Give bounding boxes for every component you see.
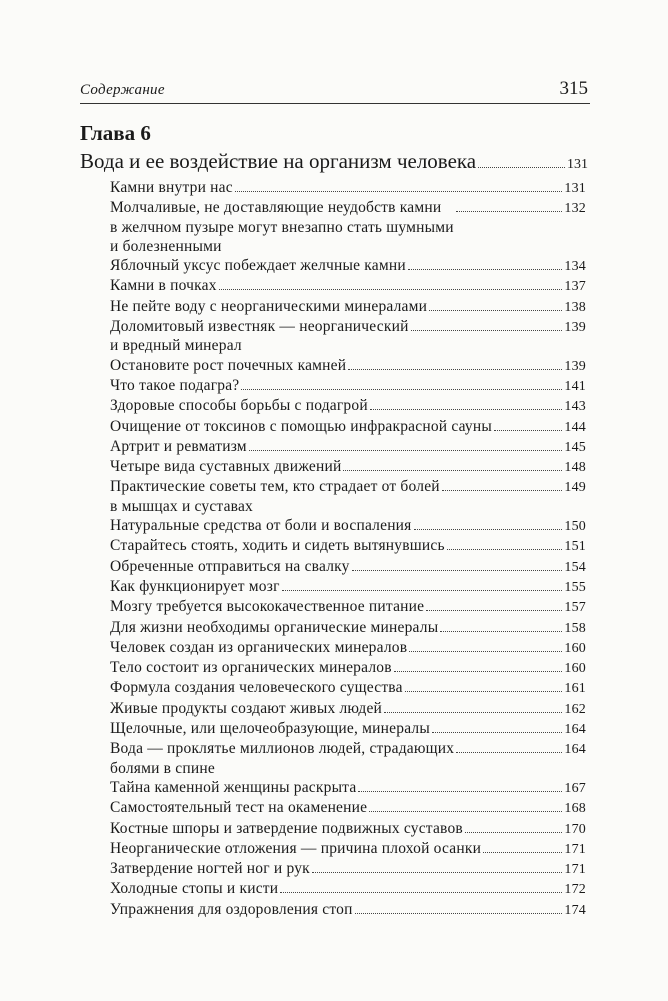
toc-entry-title: Тело состоит из органических минералов	[110, 659, 392, 677]
toc-entry[interactable]	[110, 557, 586, 577]
dot-leader	[282, 590, 563, 591]
toc-entry-page: 150	[564, 519, 586, 535]
toc-entry[interactable]	[110, 859, 586, 879]
toc-entry-title: Молчаливые, не доставляющие неудобств камни в желчном пузыре могут внезапно стать шумными и болезненными	[110, 199, 454, 255]
section-name: Содержание	[80, 82, 165, 98]
toc-entry[interactable]	[110, 739, 586, 778]
dot-leader	[411, 330, 563, 331]
dot-leader	[219, 289, 563, 290]
dot-leader	[414, 529, 563, 530]
toc-entry-page: 164	[564, 742, 586, 758]
toc-entry[interactable]	[110, 778, 586, 798]
toc-entry[interactable]	[110, 658, 586, 678]
toc-entry[interactable]	[110, 678, 586, 698]
toc-entry[interactable]	[110, 536, 586, 556]
toc-entry-title: Мозгу требуется высококачественное питание	[110, 598, 425, 616]
toc-entry-page: 168	[564, 801, 586, 817]
toc-entry-page: 134	[564, 259, 586, 275]
toc-entry-page: 151	[564, 539, 586, 555]
dot-leader	[440, 631, 562, 632]
toc-entry[interactable]	[110, 356, 586, 376]
toc-entry-title: Очищение от токсинов с помощью инфракрасной сауны	[110, 417, 492, 435]
dot-leader	[394, 671, 563, 672]
dot-leader	[478, 167, 565, 168]
toc-entry-page: 154	[564, 559, 586, 575]
toc-entry-page: 158	[564, 620, 586, 636]
dot-leader	[429, 310, 562, 311]
toc-entry[interactable]	[110, 719, 586, 739]
toc-entry[interactable]	[110, 577, 586, 597]
toc-entry[interactable]	[110, 798, 586, 818]
dot-leader	[442, 490, 563, 491]
toc-entry-page: 157	[564, 600, 586, 616]
toc-entry-title: Что такое подагра?	[110, 376, 240, 394]
dot-leader	[358, 791, 562, 792]
dot-leader	[384, 712, 562, 713]
toc-entry[interactable]	[110, 198, 586, 256]
toc-entry[interactable]	[110, 638, 586, 658]
toc-entry-page: 131	[564, 181, 586, 196]
toc-entry-page: 144	[564, 419, 586, 435]
dot-leader	[456, 752, 562, 753]
dot-leader	[312, 872, 563, 873]
toc-entry-page: 160	[564, 640, 586, 656]
dot-leader	[343, 470, 562, 471]
dot-leader	[432, 732, 562, 733]
dot-leader	[241, 389, 562, 390]
dot-leader	[348, 369, 562, 370]
toc-entry-page: 139	[564, 320, 586, 336]
dot-leader	[409, 651, 562, 652]
dot-leader	[494, 430, 562, 431]
toc-entry-title: Щелочные, или щелочеобразующие, минералы	[110, 720, 430, 738]
toc-entry[interactable]	[110, 396, 586, 416]
toc-entry[interactable]	[110, 699, 586, 719]
toc-entry[interactable]	[110, 297, 586, 317]
toc-entry-title: Формула создания человеческого существа	[110, 679, 403, 697]
toc-entry-title: Натуральные средства от боли и воспаления	[110, 517, 412, 535]
toc-entry-title: Холодные стопы и кисти	[110, 880, 279, 898]
toc-entry-title: Старайтесь стоять, ходить и сидеть вытянувшись	[110, 537, 445, 555]
toc-entry-title: Вода — проклятье миллионов людей, страдающих болями в спине	[110, 740, 455, 777]
toc-entry-page: 149	[564, 480, 586, 496]
toc-entry[interactable]	[110, 477, 586, 516]
dot-leader	[408, 269, 563, 270]
dot-leader	[405, 691, 563, 692]
dot-leader	[456, 211, 563, 212]
toc-entry[interactable]	[110, 376, 586, 396]
dot-leader	[369, 811, 562, 812]
toc-entry-title: Артрит и ревматизм	[110, 437, 247, 455]
toc-entry[interactable]	[110, 900, 586, 920]
dot-leader	[483, 852, 562, 853]
chapter-page: 131	[567, 157, 588, 172]
toc-entry-title: Неорганические отложения — причина плохой осанки	[110, 839, 482, 857]
toc-entry[interactable]	[110, 618, 586, 638]
toc-entry-title: Для жизни необходимы органические минералы	[110, 618, 439, 636]
toc-entry-title: Практические советы тем, кто страдает от болей в мышцах и суставах	[110, 478, 440, 515]
chapter-title-entry[interactable]	[80, 147, 588, 179]
toc-entry-page: 170	[564, 821, 586, 837]
dot-leader	[370, 409, 563, 410]
toc-entry-title: Доломитовый известняк — неорганический и вредный минерал	[110, 318, 409, 355]
toc-entry-title: Обреченные отправиться на свалку	[110, 557, 350, 575]
dot-leader	[447, 549, 563, 550]
toc-entry-page: 143	[564, 399, 586, 415]
toc-entry-page: 171	[564, 862, 586, 878]
toc-entry[interactable]	[110, 516, 586, 536]
dot-leader	[249, 450, 563, 451]
toc-entry[interactable]	[110, 839, 586, 859]
toc-entry[interactable]	[110, 317, 586, 356]
toc-entry-title: Живые продукты создают живых людей	[110, 699, 383, 717]
toc-entry[interactable]	[110, 819, 586, 839]
dot-leader	[352, 570, 563, 571]
toc-entry-title: Камни внутри нас	[110, 179, 233, 196]
chapter-label: Глава 6	[80, 121, 151, 145]
toc-entry-page: 148	[564, 460, 586, 476]
toc-entry-title: Здоровые способы борьбы с подагрой	[110, 397, 368, 415]
toc-entry-page: 161	[564, 681, 586, 697]
toc-entry-title: Четыре вида суставных движений	[110, 458, 342, 476]
toc-entry[interactable]	[110, 256, 586, 276]
toc-entry-page: 160	[564, 661, 586, 677]
dot-leader	[280, 892, 562, 893]
dot-leader	[235, 191, 563, 192]
toc-entry[interactable]	[110, 457, 586, 477]
toc-entry-page: 137	[564, 279, 586, 295]
toc-entry-page: 138	[564, 299, 586, 315]
dot-leader	[355, 913, 563, 914]
toc-entry-page: 162	[564, 701, 586, 717]
toc-entry[interactable]	[110, 178, 586, 198]
toc-entry-page: 171	[564, 841, 586, 857]
running-header	[80, 77, 590, 104]
toc-entry-page: 164	[564, 722, 586, 738]
toc-entry-title: Как функционирует мозг	[110, 577, 280, 595]
toc-entry-page: 141	[564, 378, 586, 394]
toc-entry-title: Тайна каменной женщины раскрыта	[110, 778, 357, 796]
page-number: 315	[559, 78, 588, 99]
toc-entry-title: Затвердение ногтей ног и рук	[110, 860, 310, 878]
toc-entry-title: Не пейте воду с неорганическими минералами	[110, 297, 428, 315]
toc-entry[interactable]	[110, 417, 586, 437]
toc-entry-page: 174	[564, 902, 586, 918]
chapter-title: Вода и ее воздействие на организм человека	[80, 149, 477, 173]
toc-entry[interactable]	[110, 879, 586, 899]
toc-entry-page: 132	[564, 201, 586, 217]
toc-entry-title: Человек создан из органических минералов	[110, 638, 408, 656]
dot-leader	[426, 610, 562, 611]
toc-entry-page: 139	[564, 358, 586, 374]
dot-leader	[465, 832, 562, 833]
toc-entry-title: Остановите рост почечных камней	[110, 356, 347, 374]
toc-list	[110, 178, 586, 920]
toc-entry-title: Яблочный уксус побеждает желчные камни	[110, 257, 406, 275]
toc-entry-page: 155	[564, 579, 586, 595]
toc-entry[interactable]	[110, 437, 586, 457]
toc-entry-title: Самостоятельный тест на окаменение	[110, 799, 368, 817]
toc-entry-page: 172	[564, 882, 586, 898]
toc-entry-title: Костные шпоры и затвердение подвижных суставов	[110, 819, 463, 837]
toc-entry-title: Камни в почках	[110, 277, 217, 295]
toc-entry-title: Упражнения для оздоровления стоп	[110, 900, 353, 918]
toc-entry[interactable]	[110, 597, 586, 617]
toc-entry[interactable]	[110, 276, 586, 296]
toc-entry-page: 167	[564, 780, 586, 796]
toc-entry-page: 145	[564, 439, 586, 455]
